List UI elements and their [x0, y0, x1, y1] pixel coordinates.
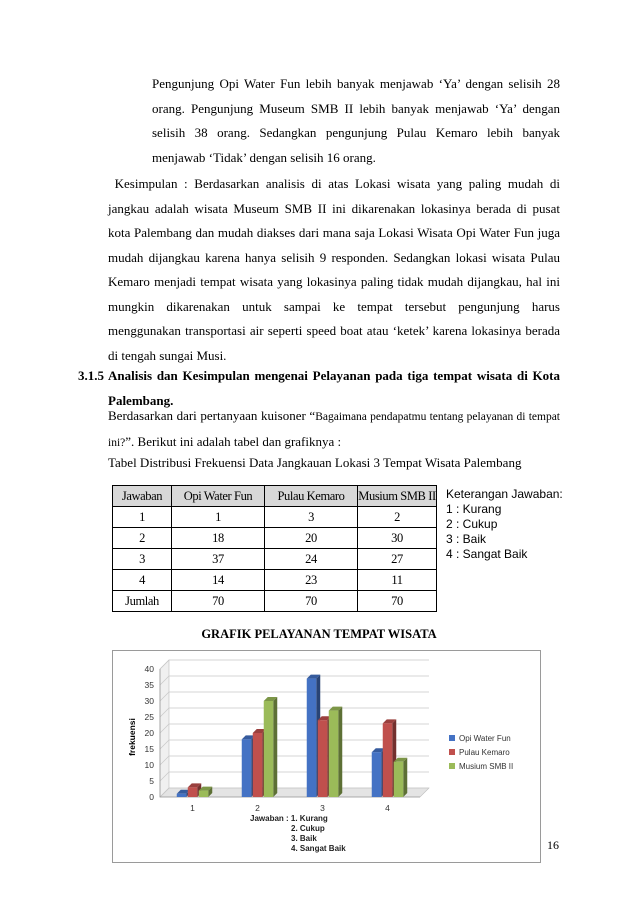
legend-swatch	[449, 749, 455, 755]
legend-label: Pulau Kemaro	[459, 748, 510, 757]
text-line: Kemaro menjadi tempat wisata yang lokasinya paling tidak mudah dijangkau, hal ini	[108, 274, 560, 289]
bar	[177, 794, 187, 797]
table-cell: 70	[358, 591, 437, 612]
legend-swatch	[449, 735, 455, 741]
table-cell: 1	[172, 507, 265, 528]
chart-title: GRAFIK PELAYANAN TEMPAT WISATA	[201, 627, 437, 641]
table-cell: 4	[113, 570, 172, 591]
gridline	[160, 676, 429, 685]
x-axis-label-line: 2. Cukup	[291, 824, 325, 833]
table-header-row	[113, 486, 437, 507]
x-tick-label: 2	[255, 803, 260, 813]
table-cell: 14	[172, 570, 265, 591]
legend-note-item: 4 : Sangat Baik	[446, 547, 528, 561]
table-caption: Tabel Distribusi Frekuensi Data Jangkauan Lokasi 3 Tempat Wisata Palembang	[108, 455, 522, 470]
table-cell: 3	[265, 507, 358, 528]
table-header-cell: Jawaban	[113, 486, 172, 507]
legend-note-title: Keterangan Jawaban:	[446, 487, 563, 501]
y-tick-label: 10	[144, 760, 154, 770]
bar	[199, 791, 209, 797]
question-quote: Bagaimana pendapatmu tentang pelayanan di tempat	[315, 411, 560, 423]
table-cell: 37	[172, 549, 265, 570]
bar	[383, 723, 393, 797]
text-line: di tengah sungai Musi.	[108, 347, 227, 363]
table-cell: 24	[265, 549, 358, 570]
bar-side	[273, 697, 277, 797]
bar	[264, 701, 274, 797]
gridline	[160, 692, 429, 701]
text-line: jangkau adalah wisata Museum SMB II ini dikarenakan lokasinya berada di pusat	[108, 200, 560, 216]
table-row	[113, 507, 437, 528]
y-tick-label: 30	[144, 696, 154, 706]
text-line: mungkin dikarenakan untuk sampai ke tempat tersebut pengunjung harus	[108, 298, 560, 314]
x-tick-label: 4	[385, 803, 390, 813]
chart-container	[112, 650, 541, 863]
legend-swatch	[449, 763, 455, 769]
x-tick-label: 3	[320, 803, 325, 813]
bar-side	[403, 758, 407, 797]
bar	[188, 787, 198, 797]
paragraph-visitor-summary	[152, 72, 560, 170]
table-cell: 23	[265, 570, 358, 591]
section-heading-line	[78, 364, 560, 389]
paragraph-conclusion	[108, 172, 560, 368]
table-cell: 11	[358, 570, 437, 591]
table-cell: 1	[113, 507, 172, 528]
text-line: Kesimpulan : Berdasarkan analisis di atas Lokasi wisata yang paling mudah di	[108, 176, 560, 191]
table-cell: 2	[358, 507, 437, 528]
bar	[253, 733, 263, 797]
text-line: menjawab ‘Tidak’ dengan selisih 16 orang.	[152, 149, 376, 165]
paragraph-question	[108, 404, 560, 455]
y-tick-label: 40	[144, 664, 154, 674]
x-axis-label-line: 3. Baik	[291, 834, 317, 843]
section-number: 3.1.5	[78, 368, 104, 383]
gridline	[160, 708, 429, 717]
table-cell: 70	[265, 591, 358, 612]
question-quote-end: ini?	[108, 436, 126, 449]
table-header-cell: Opi Water Fun	[172, 486, 265, 507]
bar-side	[338, 707, 342, 797]
question-suffix: ”. Berikut ini adalah tabel dan grafiknya :	[125, 433, 342, 449]
legend-label: Musium SMB II	[459, 762, 514, 771]
gridline	[160, 660, 429, 669]
table-row	[113, 528, 437, 549]
table-header-cell: Musium SMB II	[358, 486, 437, 507]
section-title-line2: Palembang.	[108, 392, 174, 408]
y-tick-label: 20	[144, 728, 154, 738]
table-cell: 18	[172, 528, 265, 549]
frequency-table	[112, 485, 437, 612]
table-cell: Jumlah	[113, 591, 172, 612]
table-row	[113, 570, 437, 591]
legend-note-item: 2 : Cukup	[446, 517, 498, 531]
page-number: 16	[547, 838, 559, 852]
text-line: orang. Pengunjung Museum SMB II lebih banyak menjawab ‘Ya’ dengan	[152, 100, 560, 116]
bar-chart	[113, 651, 540, 862]
bar	[318, 720, 328, 797]
bar	[307, 679, 317, 797]
bar	[329, 711, 339, 797]
bar	[372, 752, 382, 797]
legend-note-item: 1 : Kurang	[446, 502, 502, 516]
legend-label: Opi Water Fun	[459, 734, 511, 743]
text-line: mudah dijangkau karena hanya selisih 9 responden. Sedangkan lokasi wisata Pulau	[108, 249, 560, 265]
section-title-line1: Analisis dan Kesimpulan mengenai Pelayanan pada tiga tempat wisata di Kota	[108, 368, 560, 383]
bar	[394, 762, 404, 797]
table-cell: 30	[358, 528, 437, 549]
table-header-cell: Pulau Kemaro	[265, 486, 358, 507]
text-line: Pengunjung Opi Water Fun lebih banyak menjawab ‘Ya’ dengan selisih 28	[152, 76, 560, 91]
y-tick-label: 25	[144, 712, 154, 722]
bar	[242, 739, 252, 797]
y-axis-label: frekuensi	[127, 718, 137, 756]
y-tick-label: 15	[144, 744, 154, 754]
table-cell: 2	[113, 528, 172, 549]
x-axis-label-line: 4. Sangat Baik	[291, 844, 346, 853]
text-line: menggunakan transportasi air seperti speed boat atau ‘ketek’ karena lokasinya berada	[108, 323, 560, 338]
table-cell: 20	[265, 528, 358, 549]
text-line: selisih 38 orang. Sedangkan pengunjung Pulau Kemaro lebih banyak	[152, 125, 560, 140]
table-cell: 27	[358, 549, 437, 570]
x-tick-label: 1	[190, 803, 195, 813]
y-tick-label: 35	[144, 680, 154, 690]
x-axis-label-line: Jawaban : 1. Kurang	[250, 814, 328, 823]
text-line: kota Palembang dan mudah diakses dari mana saja Lokasi Wisata Opi Water Fun juga	[108, 225, 560, 240]
text-line	[108, 404, 560, 430]
y-tick-label: 5	[149, 776, 154, 786]
y-tick-label: 0	[149, 792, 154, 802]
legend-note-item: 3 : Baik	[446, 532, 487, 546]
answer-legend-note	[446, 487, 563, 562]
table-row-total	[113, 591, 437, 612]
table-cell: 70	[172, 591, 265, 612]
table-row	[113, 549, 437, 570]
table-cell: 3	[113, 549, 172, 570]
question-prefix: Berdasarkan dari pertanyaan kuisoner “	[108, 408, 316, 423]
